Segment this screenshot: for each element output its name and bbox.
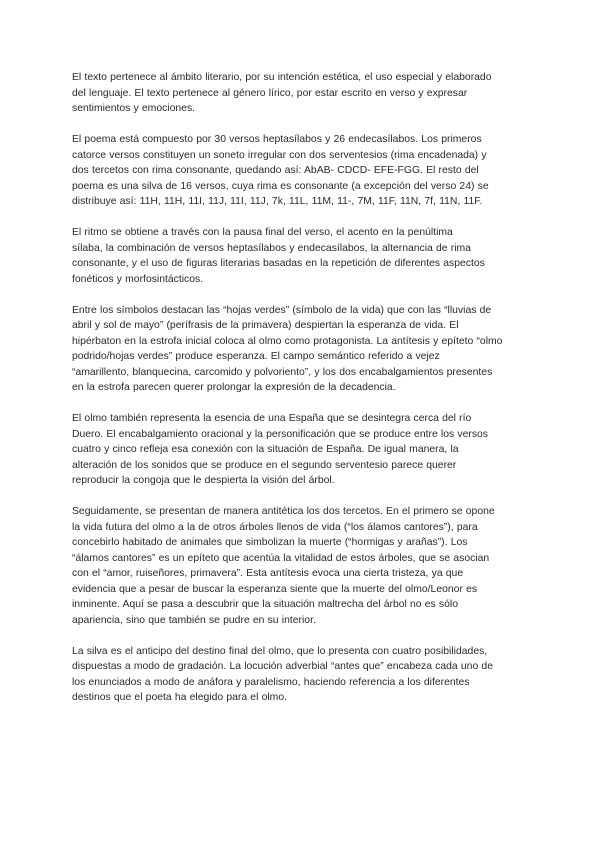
text-line: poema es una silva de 16 versos, cuya rima es consonante (a excepción del verso 24) se (72, 180, 489, 192)
text-line: la vida futura del olmo a la de otros árboles llenos de vida (“los álamos cantores”), para (72, 521, 478, 533)
text-line: consonante, y el uso de figuras literarias basadas en la repetición de diferentes aspectos (72, 258, 485, 269)
text-line: apariencia, sino que también se pudre en su interior. (72, 614, 316, 626)
text-line: abril y sol de mayo” (perífrasis de la primavera) despiertan la esperanza de vida. El (72, 320, 459, 331)
text-line: los enunciados a modo de anáfora y paralelismo, haciendo referencia a los diferentes (72, 676, 470, 688)
paragraph-tercets (72, 504, 532, 628)
text-line: inminente. Aquí se pasa a descubrir que la situación maltrecha del árbol no es sólo (72, 599, 458, 610)
paragraph-spain (72, 411, 532, 489)
text-line: reproducir la congoja que le despierta la visión del árbol. (72, 475, 335, 486)
text-line: Entre los símbolos destacan las “hojas verdes” (símbolo de la vida) que con las “lluvias de (72, 304, 492, 316)
text-line: del lenguaje. El texto pertenece al género lírico, por estar escrito en verso y expresar (72, 87, 468, 99)
text-line: destinos que el poeta ha elegido para el olmo. (72, 692, 287, 703)
text-line: dispuestas a modo de gradación. La locución adverbial “antes que” encabeza cada uno de (72, 661, 493, 672)
paragraph-symbols (72, 303, 532, 396)
text-line: dos tercetos con rima consonante, quedando así: AbAB- CDCD- EFE-FGG. El resto del (72, 165, 479, 176)
paragraph-silva (72, 644, 532, 706)
text-line: hipérbaton en la estrofa inicial coloca al olmo como protagonista. La antítesis y epíteto “olmo (72, 335, 503, 347)
text-line: El poema está compuesto por 30 versos heptasílabos y 26 endecasílabos. Los primeros (72, 134, 482, 145)
text-line: concebirlo habitado de animales que simbolizan la muerte (“hormigas y arañas”). Los (72, 537, 468, 548)
paragraph-metrics (72, 132, 532, 210)
document-body (72, 70, 532, 721)
text-line: en la estrofa parecen querer prolongar la expresión de la decadencia. (72, 382, 396, 393)
text-line: catorce versos constituyen un soneto irregular con dos serventesios (rima encadenada) y (72, 149, 487, 161)
text-line: sentimientos y emociones. (72, 103, 196, 114)
text-line: fonéticos y morfosintácticos. (72, 273, 204, 285)
text-line: con el “amor, ruiseñores, primavera”. Esta antítesis evoca una cierta tristeza, ya que (72, 568, 464, 579)
text-line: Seguidamente, se presentan de manera antitética los dos tercetos. En el primero se opone (72, 506, 495, 517)
text-line: El olmo también representa la esencia de una España que se desintegra cerca del río (72, 413, 472, 424)
text-line: “álamos cantores” es un epíteto que acentúa la vitalidad de estos árboles, que se asocian (72, 552, 490, 564)
text-line: Duero. El encabalgamiento oracional y la personificación que se produce entre los versos (72, 428, 488, 440)
text-line: podrido/hojas verdes” produce esperanza. El campo semántico referido a vejez (72, 351, 440, 362)
text-line: distribuye así: 11H, 11H, 11I, 11J, 11I, 11J, 7k, 11L, 11M, 11-, 7M, 11F, 11N, 7f, 11N, 11F. (72, 196, 483, 207)
text-line: alteración de los sonidos que se produce en el segundo serventesio parece querer (72, 459, 457, 471)
text-line: evidencia que a pesar de buscar la esperanza siente que la muerte del olmo/Leonor es (72, 583, 478, 595)
paragraph-genre (72, 70, 532, 117)
text-line: El texto pertenece al ámbito literario, por su intención estética, el uso especial y elaborado (72, 72, 492, 83)
text-line: sílaba, la combinación de versos heptasílabos y endecasílabos, la alternancia de rima (72, 242, 471, 254)
paragraph-rhythm (72, 225, 532, 287)
text-line: La silva es el anticipo del destino final del olmo, que lo presenta con cuatro posibilidades, (72, 645, 488, 657)
text-line: cuatro y cinco refleja esa conexión con la situación de España. De igual manera, la (72, 444, 459, 455)
text-line: “amarillento, blanquecina, carcomido y polvoriento”, y los dos encabalgamientos presentes (72, 366, 493, 378)
text-line: El ritmo se obtiene a través con la pausa final del verso, el acento en la penúltima (72, 227, 453, 238)
